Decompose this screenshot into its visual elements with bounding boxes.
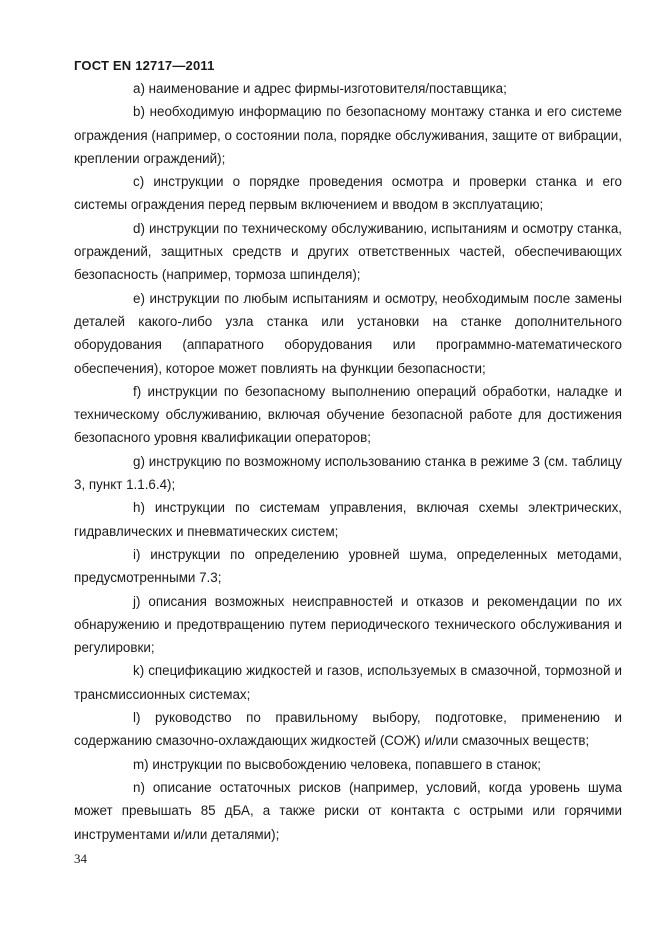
list-item-h: h) инструкции по системам управления, включая схемы электрических, гидравлических и пневматических систем; bbox=[74, 500, 622, 539]
list-item-i: i) инструкции по определению уровней шума, определенных методами, предусмотренными 7.3; bbox=[74, 546, 622, 586]
list-item-k: k) спецификацию жидкостей и газов, используемых в смазочной, тормозной и трансмиссионных системах; bbox=[74, 663, 622, 702]
list-item-g: g) инструкцию по возможному использованию станка в режиме 3 (см. таблицу 3, пункт 1.1.6.4); bbox=[74, 453, 622, 493]
list-item-n: n) описание остаточных рисков (например, условий, когда уровень шума может превышать 85 дБА, а также риски от контакта с острыми или горячими инструментами и/или деталями); bbox=[74, 779, 622, 842]
list-item-m: m) инструкции по высвобождению человека, попавшего в станок; bbox=[133, 756, 542, 772]
list-item-a: а) наименование и адрес фирмы-изготовителя/поставщика; bbox=[133, 81, 507, 96]
list-item-e: е) инструкции по любым испытаниям и осмотру, необходимым после замены деталей какого-либо узла станка или установки на станке дополнительного оборудования (аппаратного оборудования или программно-математического обеспечения), которое может повлиять на функции безопасности; bbox=[74, 290, 622, 376]
list-item-c: с) инструкции о порядке проведения осмотра и проверки станка и его системы ограждения перед первым включением и вводом в эксплуатацию; bbox=[74, 174, 622, 213]
instructions-list bbox=[74, 77, 622, 846]
standard-header: ГОСТ EN 12717—2011 bbox=[74, 58, 215, 73]
list-item-b: b) необходимую информацию по безопасному монтажу станка и его системе ограждения (например, о состоянии пола, порядке обслуживания, защите от вибрации, креплении ограждений); bbox=[74, 104, 622, 166]
list-item-d: d) инструкции по техническому обслуживанию, испытаниям и осмотру станка, ограждений, защитных средств и других ответственных частей, обеспечивающих безопасность (например, тормоза шпинделя); bbox=[74, 220, 622, 283]
list-item-l: l) руководство по правильному выбору, подготовке, применению и содержанию смазочно-охлаждающих жидкостей (СОЖ) и/или смазочных веществ; bbox=[74, 710, 622, 749]
list-item-f: f) инструкции по безопасному выполнению операций обработки, наладке и техническому обслуживанию, включая обучение безопасной работе для достижения безопасного уровня квалификации операторов; bbox=[74, 383, 622, 446]
page-number: 34 bbox=[74, 851, 87, 866]
list-item-j: j) описания возможных неисправностей и отказов и рекомендации по их обнаружению и предотвращению путем периодического технического обслуживания и регулировки; bbox=[74, 593, 622, 656]
